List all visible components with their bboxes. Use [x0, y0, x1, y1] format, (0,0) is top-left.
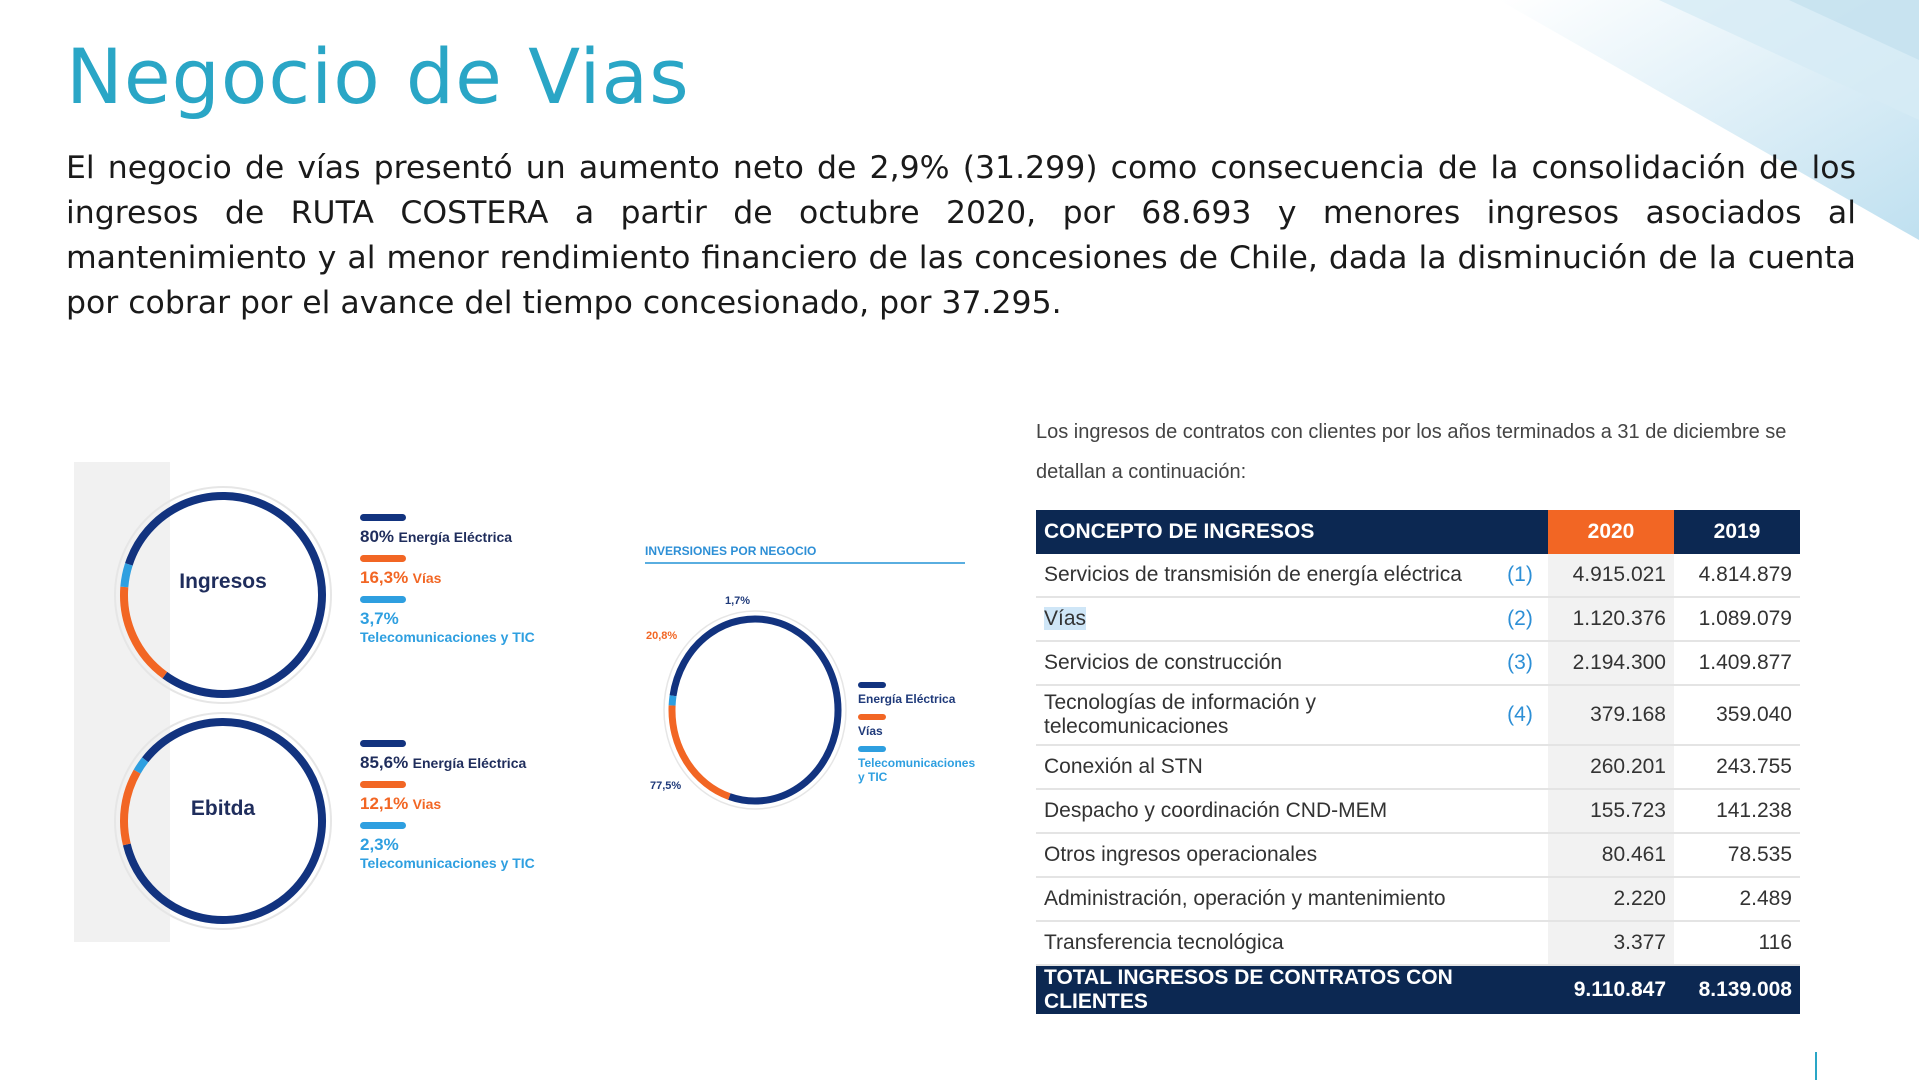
legend-name: Energía Eléctrica [858, 692, 956, 706]
legend-percent: 16,3% [360, 568, 409, 587]
row-note: (3) [1492, 641, 1548, 685]
donut-slice-0 [127, 722, 322, 920]
ebitda-donut-chart [112, 710, 334, 932]
table-total-row [1036, 965, 1800, 1014]
table-row [1036, 745, 1800, 789]
row-value-2020: 379.168 [1548, 685, 1674, 745]
row-note: (4) [1492, 685, 1548, 745]
table-row [1036, 685, 1800, 745]
table-row [1036, 921, 1800, 965]
slide-marker [1815, 1052, 1817, 1080]
header-2019: 2019 [1674, 510, 1800, 554]
row-value-2019: 243.755 [1674, 745, 1800, 789]
row-value-2020: 260.201 [1548, 745, 1674, 789]
legend-swatch [360, 740, 406, 747]
legend-item [360, 596, 535, 645]
row-value-2020: 3.377 [1548, 921, 1674, 965]
donut-halo [115, 713, 331, 929]
row-value-2019: 1.409.877 [1674, 641, 1800, 685]
row-value-2019: 78.535 [1674, 833, 1800, 877]
legend-percent: 85,6% [360, 753, 409, 772]
row-note: (1) [1492, 554, 1548, 597]
table-row [1036, 597, 1800, 641]
total-concept: TOTAL INGRESOS DE CONTRATOS CON CLIENTES [1036, 965, 1548, 1014]
legend-name: Telecomunicaciones y TIC [360, 629, 535, 645]
row-value-2019: 2.489 [1674, 877, 1800, 921]
row-note [1492, 921, 1548, 965]
row-value-2020: 155.723 [1548, 789, 1674, 833]
legend-name: Telecomunicaciones y TIC [858, 756, 976, 784]
row-concept: Transferencia tecnológica [1036, 921, 1492, 965]
row-value-2020: 2.220 [1548, 877, 1674, 921]
ingresos-donut-chart [112, 484, 334, 706]
row-note [1492, 745, 1548, 789]
table-row [1036, 877, 1800, 921]
row-value-2019: 359.040 [1674, 685, 1800, 745]
page-title: Negocio de Vias [66, 32, 690, 121]
inversiones-halo [664, 611, 846, 809]
row-value-2019: 1.089.079 [1674, 597, 1800, 641]
row-value-2019: 141.238 [1674, 789, 1800, 833]
legend-name: Energía Eléctrica [412, 755, 527, 771]
legend-item [858, 682, 968, 706]
inversiones-slice-label-0: 77,5% [650, 780, 682, 792]
legend-swatch [858, 714, 886, 720]
inversiones-slice-2 [672, 696, 673, 706]
legend-percent: 80% [360, 527, 395, 546]
total-value-2019: 8.139.008 [1674, 965, 1800, 1014]
legend-item [360, 740, 535, 773]
inversiones-slice-label-1: 20,8% [646, 630, 678, 642]
legend-swatch [858, 746, 886, 752]
legend-name: Energía Eléctrica [398, 529, 513, 545]
donut-slice-1 [124, 587, 165, 675]
legend-swatch [360, 596, 406, 603]
row-value-2019: 116 [1674, 921, 1800, 965]
legend-item [360, 822, 535, 871]
row-concept: Despacho y coordinación CND-MEM [1036, 789, 1492, 833]
row-concept: Conexión al STN [1036, 745, 1492, 789]
table-row [1036, 554, 1800, 597]
legend-item [858, 746, 976, 784]
legend-percent: 12,1% [360, 794, 409, 813]
table-header-row [1036, 510, 1800, 554]
table-row [1036, 789, 1800, 833]
row-note [1492, 789, 1548, 833]
row-concept: Administración, operación y mantenimiento [1036, 877, 1492, 921]
row-concept-text: Vías [1044, 607, 1087, 630]
row-note [1492, 877, 1548, 921]
legend-name: Vías [858, 724, 883, 738]
inversiones-chart-title: INVERSIONES POR NEGOCIO [645, 544, 817, 558]
inversiones-slice-label-2: 1,7% [725, 595, 751, 607]
inversiones-title-rule [645, 562, 965, 564]
legend-name: Vias [412, 796, 442, 812]
legend-swatch [360, 781, 406, 788]
table-row [1036, 833, 1800, 877]
row-value-2020: 1.120.376 [1548, 597, 1674, 641]
ingresos-donut-title: Ingresos [179, 570, 267, 593]
legend-item [858, 714, 968, 738]
legend-item [360, 781, 535, 814]
row-value-2020: 80.461 [1548, 833, 1674, 877]
row-concept: Servicios de transmisión de energía eléctrica [1036, 554, 1492, 597]
row-concept: Servicios de construcción [1036, 641, 1492, 685]
legend-swatch [360, 514, 406, 521]
legend-name: Telecomunicaciones y TIC [360, 855, 535, 871]
legend-item [360, 514, 535, 547]
ebitda-legend [360, 740, 535, 879]
total-value-2020: 9.110.847 [1548, 965, 1674, 1014]
legend-swatch [858, 682, 886, 688]
row-value-2020: 2.194.300 [1548, 641, 1674, 685]
legend-swatch [360, 822, 406, 829]
summary-paragraph: El negocio de vías presentó un aumento neto de 2,9% (31.299) como consecuencia de la consolidación de los ingresos de RUTA COSTERA a partir de octubre 2020, por 68.693 y menores ingresos asociados al mantenimiento y al menor rendimiento financiero de las concesiones de Chile, dada la disminución de la cuenta por cobrar por el avance del tiempo concesionado, por 37.295. [66, 150, 1856, 321]
row-concept: Otros ingresos operacionales [1036, 833, 1492, 877]
table-row [1036, 641, 1800, 685]
legend-name: Vías [412, 570, 442, 586]
header-concept: CONCEPTO DE INGRESOS [1036, 510, 1492, 554]
legend-item [360, 555, 535, 588]
inversiones-donut-chart [640, 580, 850, 820]
row-value-2020: 4.915.021 [1548, 554, 1674, 597]
legend-percent: 3,7% [360, 609, 399, 628]
row-value-2019: 4.814.879 [1674, 554, 1800, 597]
row-concept: Tecnologías de información y telecomunicaciones [1036, 685, 1492, 745]
row-note: (2) [1492, 597, 1548, 641]
inversiones-legend [858, 682, 976, 792]
header-2020: 2020 [1548, 510, 1674, 554]
row-note [1492, 833, 1548, 877]
income-table [1036, 510, 1800, 1014]
legend-swatch [360, 555, 406, 562]
legend-percent: 2,3% [360, 835, 399, 854]
row-concept [1036, 597, 1492, 641]
donut-halo [115, 487, 331, 703]
ebitda-donut-title: Ebitda [190, 797, 256, 820]
donut-slice-2 [137, 760, 145, 772]
header-note [1492, 510, 1548, 554]
ingresos-legend [360, 514, 535, 653]
table-intro-text: Los ingresos de contratos con clientes por los años terminados a 31 de diciembre se detallan a continuación: [1036, 421, 1787, 483]
